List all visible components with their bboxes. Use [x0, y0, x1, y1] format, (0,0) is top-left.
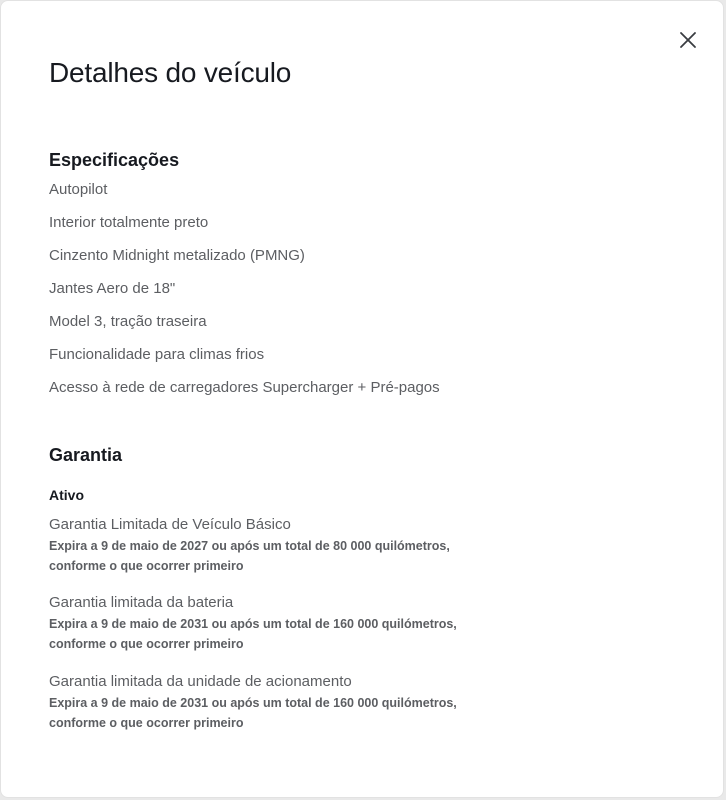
spec-item: Interior totalmente preto — [49, 214, 209, 231]
warranty-item — [49, 671, 509, 733]
close-button[interactable] — [673, 25, 703, 55]
dialog-title: Detalhes do veículo — [49, 57, 292, 88]
warranty-name: Garantia limitada da unidade de acionamento — [49, 673, 352, 690]
warranty-name: Garantia limitada da bateria — [49, 594, 234, 611]
specifications-heading: Especificações — [49, 150, 180, 170]
spec-item: Cinzento Midnight metalizado (PMNG) — [49, 247, 305, 264]
warranty-status: Ativo — [49, 487, 84, 503]
spec-item: Funcionalidade para climas frios — [49, 346, 265, 363]
close-icon — [679, 31, 697, 49]
spec-item: Jantes Aero de 18" — [49, 280, 176, 297]
warranty-item — [49, 514, 509, 576]
specifications-list — [49, 179, 440, 410]
spec-item: Model 3, tração traseira — [49, 313, 207, 330]
warranty-name: Garantia Limitada de Veículo Básico — [49, 516, 291, 533]
warranty-description: Expira a 9 de maio de 2027 ou após um total de 80 000 quilómetros, conforme o que ocorrer primeiro — [49, 539, 450, 573]
spec-item: Acesso à rede de carregadores Supercharger + Pré-pagos — [49, 379, 440, 396]
warranty-heading: Garantia — [49, 445, 123, 465]
spec-item: Autopilot — [49, 181, 108, 198]
warranty-description: Expira a 9 de maio de 2031 ou após um total de 160 000 quilómetros, conforme o que ocorrer primeiro — [49, 696, 457, 730]
warranty-item — [49, 592, 509, 654]
warranty-description: Expira a 9 de maio de 2031 ou após um total de 160 000 quilómetros, conforme o que ocorrer primeiro — [49, 617, 457, 651]
